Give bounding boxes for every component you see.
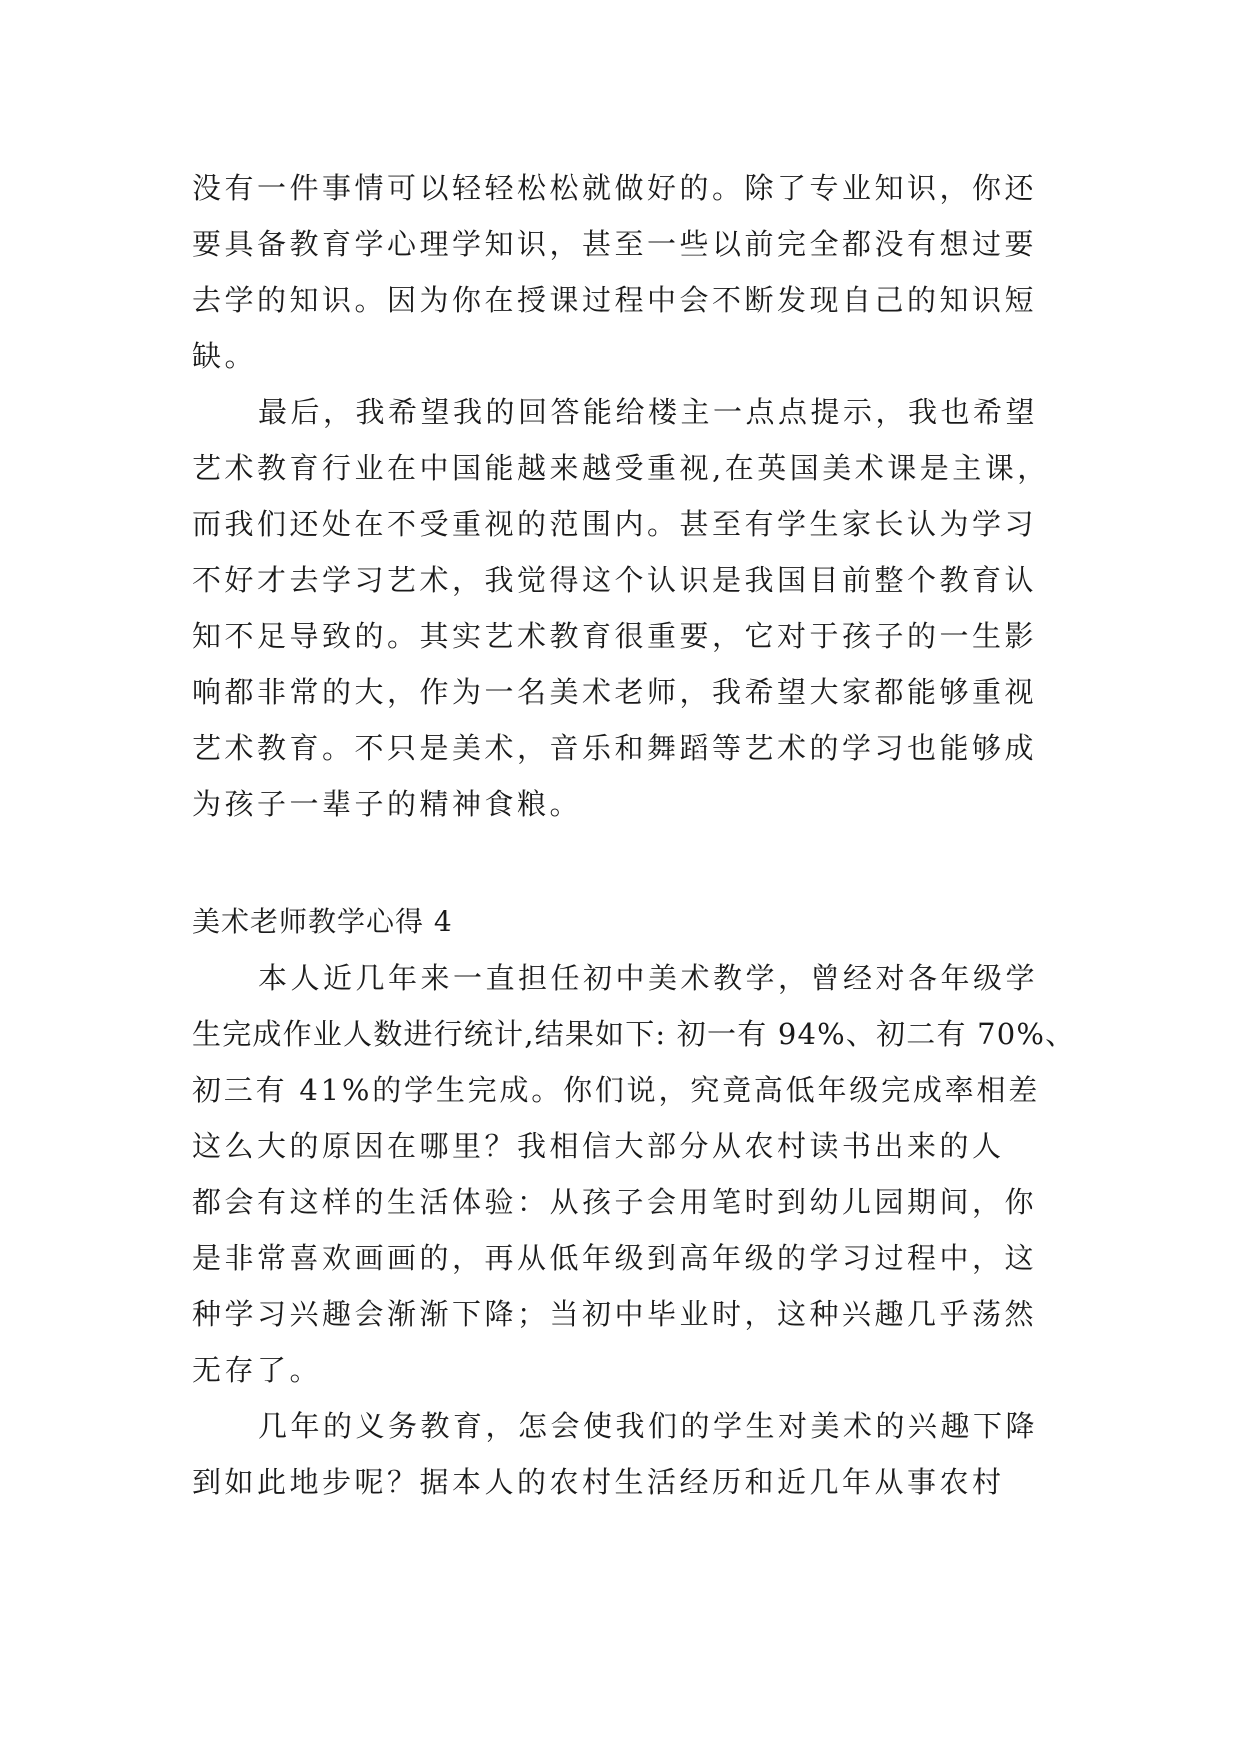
text-line: 去学的知识。因为你在授课过程中会不断发现自己的知识短 <box>192 283 1038 317</box>
section-heading: 美术老师教学心得 4 <box>192 905 453 938</box>
document-body <box>192 160 1076 1510</box>
text-line: 艺术教育行业在中国能越来越受重视,在英国美术课是主课， <box>192 451 1050 485</box>
text-line: 本人近几年来一直担任初中美术教学，曾经对各年级学 <box>258 961 1039 995</box>
text-line: 是非常喜欢画画的，再从低年级到高年级的学习过程中，这 <box>192 1241 1038 1275</box>
text-line: 而我们还处在不受重视的范围内。甚至有学生家长认为学习 <box>192 507 1038 541</box>
text-line: 艺术教育。不只是美术，音乐和舞蹈等艺术的学习也能够成 <box>192 731 1038 765</box>
text-line: 几年的义务教育，怎会使我们的学生对美术的兴趣下降 <box>258 1409 1039 1443</box>
paragraph-analysis <box>192 1398 1052 1510</box>
text-line: 这么大的原因在哪里？我相信大部分从农村读书出来的人 <box>192 1129 1005 1163</box>
text-line: 响都非常的大，作为一名美术老师，我希望大家都能够重视 <box>192 675 1038 709</box>
text-line: 知不足导致的。其实艺术教育很重要，它对于孩子的一生影 <box>192 619 1038 653</box>
text-line: 都会有这样的生活体验：从孩子会用笔时到幼儿园期间，你 <box>192 1185 1038 1219</box>
text-line: 没有一件事情可以轻轻松松就做好的。除了专业知识，你还 <box>192 171 1038 205</box>
section-spacer <box>192 832 1052 894</box>
text-line: 缺。 <box>192 339 258 373</box>
text-line: 生完成作业人数进行统计,结果如下: 初一有 94%、初二有 70%、 <box>192 1017 1076 1051</box>
text-line: 要具备教育学心理学知识，甚至一些以前完全都没有想过要 <box>192 227 1038 261</box>
text-line: 最后，我希望我的回答能给楼主一点点提示，我也希望 <box>258 395 1039 429</box>
paragraph-continuation <box>192 160 1052 384</box>
text-line: 不好才去学习艺术，我觉得这个认识是我国目前整个教育认 <box>192 563 1038 597</box>
paragraph-statistics <box>192 950 1076 1398</box>
text-line: 无存了。 <box>192 1353 323 1387</box>
text-line: 初三有 41%的学生完成。你们说，究竟高低年级完成率相差 <box>192 1073 1041 1107</box>
text-line: 种学习兴趣会渐渐下降；当初中毕业时，这种兴趣几乎荡然 <box>192 1297 1038 1331</box>
text-line: 为孩子一辈子的精神食粮。 <box>192 787 583 821</box>
paragraph-conclusion <box>192 384 1052 832</box>
text-line: 到如此地步呢？据本人的农村生活经历和近几年从事农村 <box>192 1465 1005 1499</box>
